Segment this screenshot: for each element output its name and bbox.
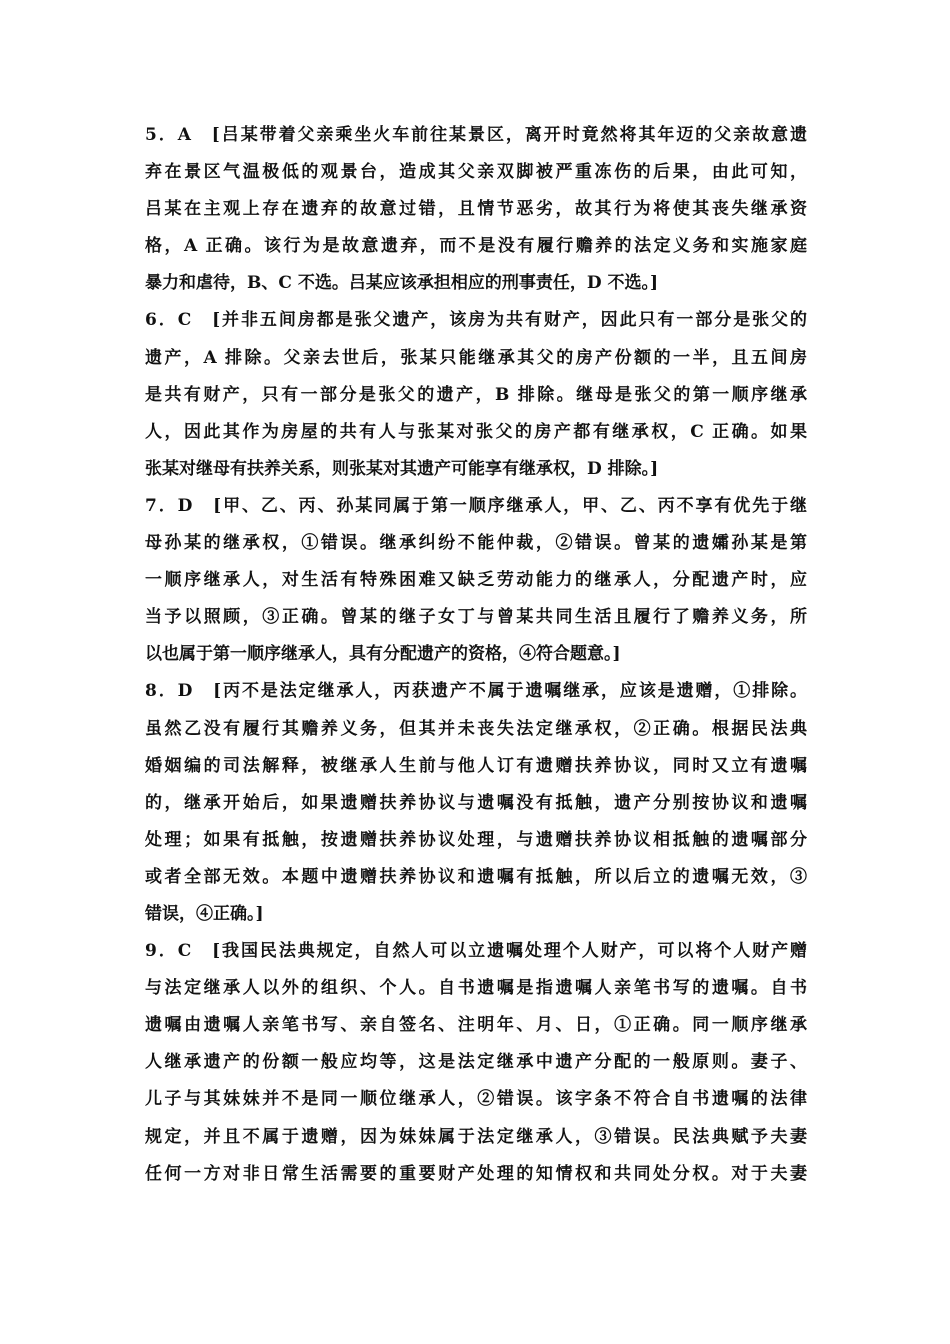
text-line: 吕某在主观上存在遗弃的故意过错，且情节恶劣，故其行为将使其丧失继承资 (145, 199, 807, 220)
text-line: 规定，并且不属于遗赠，因为妹妹属于法定继承人，③错误。民法典赋予夫妻 (145, 1126, 807, 1147)
text-line: 5．A [吕某带着父亲乘坐火车前往某景区，离开时竟然将其年迈的父亲故意遗 (145, 125, 807, 145)
text-line: 的，继承开始后，如果遗赠扶养协议与遗嘱没有抵触，遗产分别按协议和遗嘱 (145, 792, 807, 813)
text-line: 7．D [甲、乙、丙、孙某同属于第一顺序继承人，甲、乙、丙不享有优先于继 (145, 495, 807, 516)
text-line: 遗嘱由遗嘱人亲笔书写、亲自签名、注明年、月、日，①正确。同一顺序继承 (145, 1015, 807, 1036)
text-line: 错误，④正确。] (145, 903, 264, 924)
text-line: 与法定继承人以外的组织、个人。自书遗嘱是指遗嘱人亲笔书写的遗嘱。自书 (145, 978, 807, 999)
text-line: 格，A 正确。该行为是故意遗弃，而不是没有履行赡养的法定义务和实施家庭 (145, 236, 807, 257)
text-line: 或者全部无效。本题中遗赠扶养协议和遗嘱有抵触，所以后立的遗嘱无效，③ (145, 866, 807, 887)
text-line: 8．D [丙不是法定继承人，丙获遗产不属于遗嘱继承，应该是遗赠，①排除。 (145, 681, 807, 702)
text-line: 虽然乙没有履行其赡养义务，但其并未丧失法定继承权，②正确。根据民法典 (145, 718, 807, 739)
text-line: 暴力和虐待，B、C 不选。吕某应该承担相应的刑事责任，D 不选。] (145, 273, 659, 294)
text-line: 遗产，A 排除。父亲去世后，张某只能继承其父的房产份额的一半，且五间房 (145, 347, 807, 368)
text-line: 当予以照顾，③正确。曾某的继子女丁与曾某共同生活且履行了赡养义务，所 (145, 607, 807, 628)
text-line: 弃在景区气温极低的观景台，造成其父亲双脚被严重冻伤的后果，由此可知， (145, 162, 807, 183)
text-line: 张某对继母有扶养关系，则张某对其遗产可能享有继承权，D 排除。] (145, 458, 659, 479)
text-line: 任何一方对非日常生活需要的重要财产处理的知情权和共同处分权。对于夫妻 (145, 1163, 807, 1184)
text-line: 6．C [并非五间房都是张父遗产，该房为共有财产，因此只有一部分是张父的 (145, 310, 807, 331)
text-line: 是共有财产，只有一部分是张父的遗产，B 排除。继母是张父的第一顺序继承 (145, 384, 807, 405)
text-line: 儿子与其妹妹并不是同一顺位继承人，②错误。该字条不符合自书遗嘱的法律 (145, 1089, 807, 1110)
text-line: 母孙某的继承权，①错误。继承纠纷不能仲裁，②错误。曾某的遗孀孙某是第 (145, 533, 807, 554)
text-line: 人，因此其作为房屋的共有人与张某对张父的房产都有继承权，C 正确。如果 (145, 421, 807, 442)
text-line: 9．C [我国民法典规定，自然人可以立遗嘱处理个人财产，可以将个人财产赠 (145, 941, 807, 962)
text-line: 人继承遗产的份额一般应均等，这是法定继承中遗产分配的一般原则。妻子、 (145, 1052, 807, 1073)
text-line: 一顺序继承人，对生活有特殊困难又缺乏劳动能力的继承人，分配遗产时，应 (145, 570, 807, 591)
text-line: 以也属于第一顺序继承人，具有分配遗产的资格，④符合题意。] (145, 644, 621, 665)
text-line: 处理；如果有抵触，按遗赠扶养协议处理，与遗赠扶养协议相抵触的遗嘱部分 (145, 829, 807, 850)
answer-explanations (145, 117, 807, 1193)
text-line: 婚姻编的司法解释，被继承人生前与他人订有遗赠扶养协议，同时又立有遗嘱 (145, 755, 807, 776)
